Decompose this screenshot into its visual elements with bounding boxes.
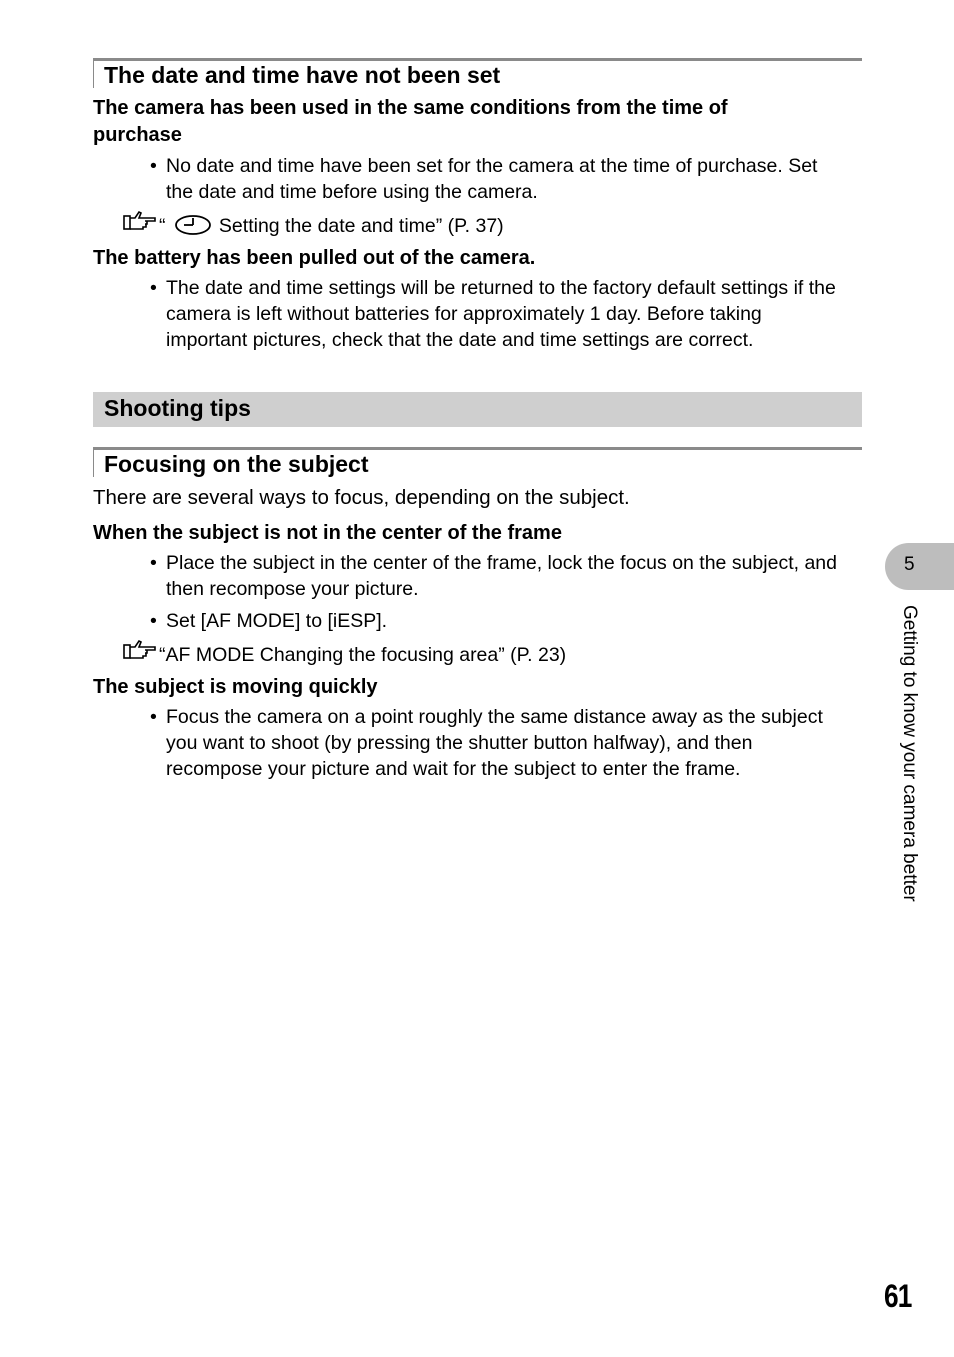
subheading-same-conditions: The camera has been used in the same conditions from the time of purchase [93, 97, 728, 146]
pointing-hand-icon [123, 639, 159, 668]
chapter-tab[interactable] [885, 543, 954, 590]
chapter-title: Getting to know your camera better [899, 605, 920, 902]
list-item: • Set [AF MODE] to [iESP]. [150, 610, 388, 632]
subheading-battery-pulled: The battery has been pulled out of the camera. [93, 247, 536, 269]
section-heading-label: Focusing on the subject [104, 451, 369, 477]
shooting-tips-label: Shooting tips [104, 395, 251, 421]
clock-icon [173, 214, 213, 243]
list-item: • No date and time have been set for the camera at the time of purchase. Set the date and time before using the camera. [150, 155, 818, 203]
section-heading-date-time [93, 58, 862, 88]
section-heading-label: The date and time have not been set [104, 62, 501, 88]
chapter-number: 5 [904, 554, 915, 575]
list-item: • Focus the camera on a point roughly the same distance away as the subject you want to shoot (by pressing the shutter button halfway), and then recompose your picture and wait for the subject to enter the frame. [150, 706, 823, 780]
list-item: • Place the subject in the center of the frame, lock the focus on the subject, and then recompose your picture. [150, 552, 837, 600]
subheading-not-center: When the subject is not in the center of the frame [93, 522, 562, 544]
pointing-hand-icon [123, 210, 159, 239]
page-number: 61 [884, 1278, 912, 1314]
reference-link-date-time[interactable]: “ Setting the date and time” (P. 37) [123, 210, 504, 243]
shooting-tips-banner [93, 392, 862, 427]
subheading-moving-quickly: The subject is moving quickly [93, 676, 378, 698]
section-heading-focusing [93, 447, 862, 477]
reference-link-af-mode[interactable]: “AF MODE Changing the focusing area” (P. 23) [123, 639, 566, 668]
intro-text: There are several ways to focus, depending on the subject. [93, 486, 630, 509]
list-item: • The date and time settings will be returned to the factory default settings if the camera is left without batteries for approximately 1 day. Before taking important pictures, check that the date and time settings are correct. [150, 277, 836, 351]
